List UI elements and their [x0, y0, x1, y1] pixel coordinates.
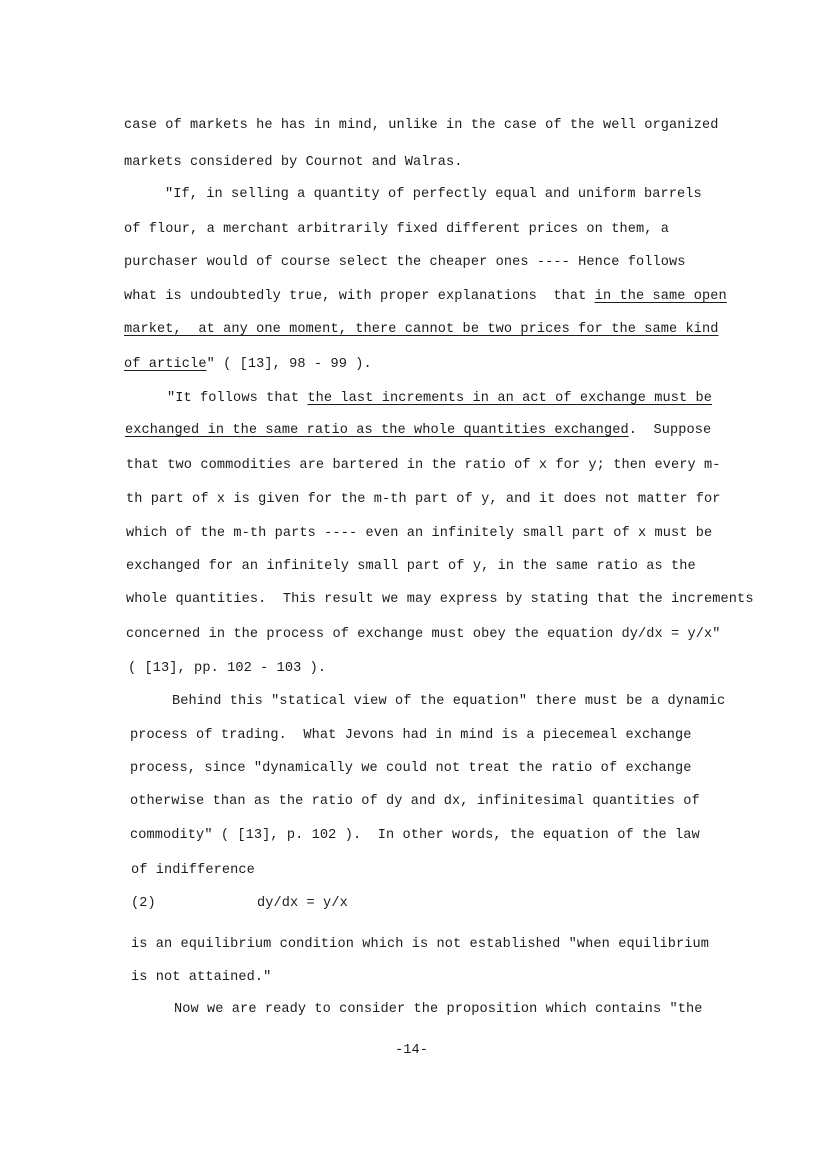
equation [257, 896, 348, 911]
text-line-14 [126, 559, 696, 574]
page-number-text: -14- [395, 1043, 429, 1058]
line-text: exchanged for an infinitely small part of y, in the same ratio as the [126, 559, 696, 574]
line-text: markets considered by Cournot and Walras. [124, 155, 463, 170]
text-line-19 [130, 728, 692, 743]
text-line-10 [125, 423, 711, 438]
line-text: Now we are ready to consider the proposition which contains "the [174, 1002, 703, 1017]
underlined-text: exchanged in the same ratio as the whole quantities exchanged [125, 423, 629, 438]
quote-opening-line [167, 391, 712, 406]
citation-line [128, 661, 326, 676]
text-line-16 [126, 627, 721, 642]
text-line-21 [130, 794, 700, 809]
line-text: commodity" ( [13], p. 102 ). In other words, the equation of the law [130, 828, 700, 843]
paragraph-opening-line [174, 1002, 702, 1017]
line-text: whole quantities. This result we may express by stating that the increments [126, 592, 754, 607]
line-text: Behind this "statical view of the equation" there must be a dynamic [172, 694, 726, 709]
underlined-text: in the same open [594, 289, 727, 304]
line-text: is not attained." [131, 970, 272, 985]
quote-opening-line [165, 187, 702, 202]
text-line-15 [126, 592, 754, 607]
line-text: what is undoubtedly true, with proper explanations that [124, 289, 595, 304]
text-line-8 [124, 357, 372, 372]
text-line-1 [124, 118, 719, 133]
text-line-11 [126, 458, 721, 473]
text-line-25 [131, 937, 709, 952]
text-line-26 [131, 970, 271, 985]
line-text: . Suppose [628, 423, 712, 438]
line-text: is an equilibrium condition which is not established "when equilibrium [131, 937, 710, 952]
underlined-text: of article [124, 357, 207, 372]
text-line-5 [124, 255, 686, 270]
text-line-6 [124, 289, 727, 304]
underlined-text: the last increments in an act of exchange must be [307, 391, 713, 406]
line-text: which of the m-th parts ---- even an infinitely small part of x must be [126, 526, 713, 541]
line-text: case of markets he has in mind, unlike in the case of the well organized [124, 118, 719, 133]
text-line-7 [124, 322, 719, 337]
line-text: ( [13], pp. 102 - 103 ). [128, 661, 327, 676]
text-line-13 [126, 526, 712, 541]
text-line-20 [130, 761, 692, 776]
line-text: th part of x is given for the m-th part of y, and it does not matter for [126, 492, 721, 507]
line-text: process of trading. What Jevons had in mind is a piecemeal exchange [130, 728, 692, 743]
line-text: of indifference [131, 863, 255, 878]
line-text: (2) [131, 896, 156, 911]
text-line-2 [124, 155, 463, 170]
citation-text: " ( [13], 98 - 99 ). [206, 357, 372, 372]
equation-number [131, 896, 156, 911]
text-line-23 [131, 863, 255, 878]
line-text: of flour, a merchant arbitrarily fixed different prices on them, a [124, 222, 669, 237]
line-text: otherwise than as the ratio of dy and dx, infinitesimal quantities of [130, 794, 700, 809]
line-text: process, since "dynamically we could not treat the ratio of exchange [130, 761, 692, 776]
underlined-text: market, at any one moment, there cannot be two prices for the same kind [124, 322, 719, 337]
text-line-22 [130, 828, 700, 843]
text-line-12 [126, 492, 721, 507]
line-text: "It follows that [167, 391, 308, 406]
line-text: concerned in the process of exchange must obey the equation dy/dx = y/x" [126, 627, 721, 642]
line-text: purchaser would of course select the cheaper ones ---- Hence follows [124, 255, 686, 270]
paragraph-opening-line [172, 694, 725, 709]
equation-text: dy/dx = y/x [257, 896, 348, 911]
line-text: "If, in selling a quantity of perfectly equal and uniform barrels [165, 187, 702, 202]
text-line-4 [124, 222, 669, 237]
page-number [395, 1043, 428, 1058]
line-text: that two commodities are bartered in the ratio of x for y; then every m- [126, 458, 721, 473]
